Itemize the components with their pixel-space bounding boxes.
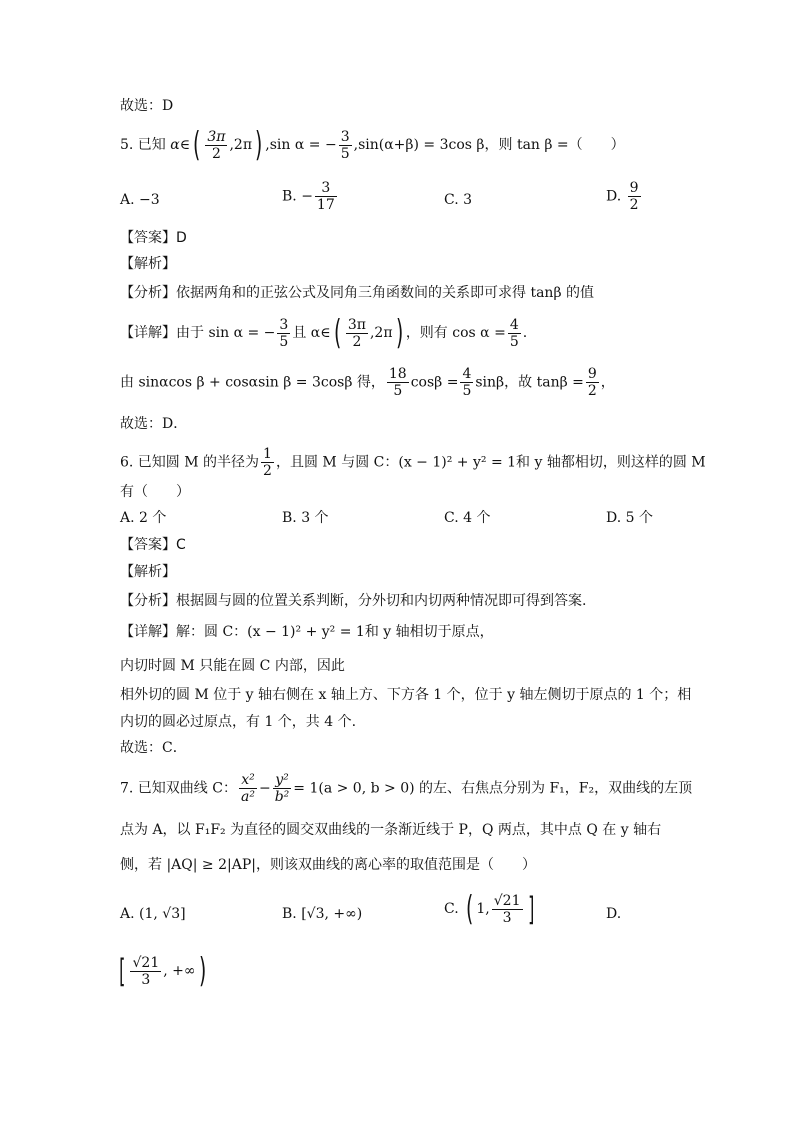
q6-stem-line2: 有（ ）	[120, 484, 190, 500]
q5-xj-post: ，则有 cos α =	[405, 325, 506, 341]
q7-option-c-label: C.	[444, 901, 459, 917]
q6-analysis-label: 【解析】	[120, 564, 176, 580]
q5-sin: ,sin α = −	[265, 137, 337, 153]
q5-xj-mid: 且 α∈	[292, 325, 331, 341]
q6-line4: 内切的圆必过原点，有 1 个，共 4 个.	[120, 714, 357, 730]
q7-option-c[interactable]	[444, 889, 537, 929]
q4-final-answer: 故选：D	[120, 98, 174, 114]
q6-option-d[interactable]: D. 5 个	[606, 510, 653, 526]
q7-option-a[interactable]: A. (1, √3]	[120, 906, 186, 922]
q5-rest2: ,sin(α+β) = 3cos β，则 tan β =（ ）	[353, 137, 625, 153]
q7-option-c-bracket: ]	[527, 890, 534, 928]
q5-l2-mid: cosβ =	[410, 374, 459, 391]
q5-xj-frac2: $\frac{3\pi}{2}$	[347, 316, 366, 350]
q5-option-b-label: B. −	[282, 188, 313, 205]
q7-option-d[interactable]: D.	[606, 906, 622, 922]
q5-l2-frac3: $\frac{9}{2}$	[587, 366, 597, 399]
q5-paren-close: )	[255, 125, 263, 165]
q7-option-d-value	[116, 951, 209, 991]
q5-l2-pre: 由 sinαcos β + cosαsin β = 3cosβ 得，	[120, 374, 385, 391]
q7-option-c-pre: 1,	[476, 901, 490, 917]
q5-xj-paren-open: (	[333, 313, 341, 353]
q5-xj-paren-close: )	[395, 313, 403, 353]
q5-option-b-frac: $\frac{3}{17}$	[316, 180, 335, 213]
q6-answer: 【答案】C	[120, 537, 186, 553]
q6-option-a[interactable]: A. 2 个	[120, 510, 167, 526]
q7-option-d-paren: )	[198, 951, 206, 991]
q6-fenxi: 【分析】根据圆与圆的位置关系判断，分外切和内切两种情况即可得到答案.	[120, 593, 587, 609]
q6-frac-half: $\frac{1}{2}$	[263, 446, 272, 479]
q5-l2-end: ，	[600, 374, 615, 391]
q7-stem-line1	[120, 772, 692, 805]
q6-line2: 内切时圆 M 只能在圆 C 内部，因此	[120, 658, 345, 674]
q7-frac-y2-b2: $\frac{\text{y²}}{\text{b²}}$	[274, 772, 290, 805]
q5-l2-frac1: $\frac{18}{5}$	[388, 366, 407, 399]
q5-xj-mid2: ,2π	[369, 325, 393, 341]
q6-stem-line1	[120, 446, 706, 479]
q5-option-b[interactable]	[282, 180, 339, 213]
q6-option-b[interactable]: B. 3 个	[282, 510, 329, 526]
q7-minus: −	[258, 780, 271, 797]
q5-stem	[120, 125, 625, 165]
q5-xj-end: .	[522, 325, 528, 341]
q7-stem-line3: 侧，若 |AQ| ≥ 2|AP|，则该双曲线的离心率的取值范围是（ ）	[120, 857, 536, 873]
q5-xj-frac1: $\frac{3}{5}$	[279, 316, 289, 350]
q5-frac-3-5: $\frac{3}{5}$	[340, 128, 350, 162]
q7-frac-x2-a2: $\frac{\text{x²}}{\text{a²}}$	[240, 772, 255, 805]
q5-frac-3pi-2: $\frac{3\pi}{2}$	[207, 128, 226, 162]
q5-xiangjie	[120, 313, 528, 353]
q7-stem-pre: 7. 已知双曲线 C：	[120, 780, 237, 797]
q5-analysis-label: 【解析】	[120, 256, 176, 272]
q5-num: 5. 已知	[120, 137, 166, 153]
q5-final: 故选：D．	[120, 416, 188, 432]
q7-option-d-post: , +∞	[163, 963, 196, 979]
q6-xiangjie: 【详解】解：圆 C：(x − 1)² + y² = 1和 y 轴相切于原点，	[120, 624, 494, 640]
q5-paren-open: (	[193, 125, 201, 165]
q5-option-d-label: D.	[606, 188, 622, 205]
q7-option-c-paren: (	[466, 889, 474, 929]
q5-l2-frac2: $\frac{4}{5}$	[462, 366, 472, 399]
q6-option-c[interactable]: C. 4 个	[444, 510, 491, 526]
q5-rest1: ,2π	[229, 137, 253, 153]
q5-option-a[interactable]: A. −3	[120, 192, 160, 208]
q5-xj-frac3: $\frac{4}{5}$	[509, 316, 519, 350]
q7-stem-line2: 点为 A，以 F₁F₂ 为直径的圆交双曲线的一条渐近线于 P，Q 两点，其中点 Q 在 y 轴右	[120, 822, 662, 838]
q7-stem-post: = 1(a > 0, b > 0) 的左、右焦点分别为 F₁，F₂，双曲线的左顶	[293, 780, 693, 797]
q5-derivation	[120, 366, 615, 399]
q5-option-d-frac: $\frac{9}{2}$	[629, 180, 639, 213]
q7-option-b[interactable]: B. [√3, +∞)	[282, 906, 363, 922]
q7-option-d-bracket: [	[119, 952, 126, 990]
q6-line3: 相外切的圆 M 位于 y 轴右侧在 x 轴上方、下方各 1 个，位于 y 轴左侧切于原点的 1 个；相	[120, 687, 692, 703]
q5-answer: 【答案】D	[120, 230, 187, 246]
q5-fenxi: 【分析】依据两角和的正弦公式及同角三角函数间的关系即可求得 tanβ 的值	[120, 285, 594, 301]
q6-stem-pre: 6. 已知圆 M 的半径为	[120, 454, 260, 471]
q5-alpha-in: α∈	[170, 137, 191, 153]
q7-option-c-frac: $\frac{√21}{3}$	[493, 892, 521, 926]
q6-final: 故选：C．	[120, 740, 187, 756]
q7-option-d-frac: $\frac{√21}{3}$	[132, 954, 160, 988]
q5-option-d[interactable]	[606, 180, 643, 213]
q5-xj-pre: 【详解】由于 sin α = −	[120, 325, 276, 341]
q6-stem-post: ，且圆 M 与圆 C：(x − 1)² + y² = 1和 y 轴都相切，则这样的圆 M	[275, 454, 706, 471]
q5-option-c[interactable]: C. 3	[444, 192, 473, 208]
q5-l2-mid2: sinβ，故 tanβ =	[475, 374, 584, 391]
